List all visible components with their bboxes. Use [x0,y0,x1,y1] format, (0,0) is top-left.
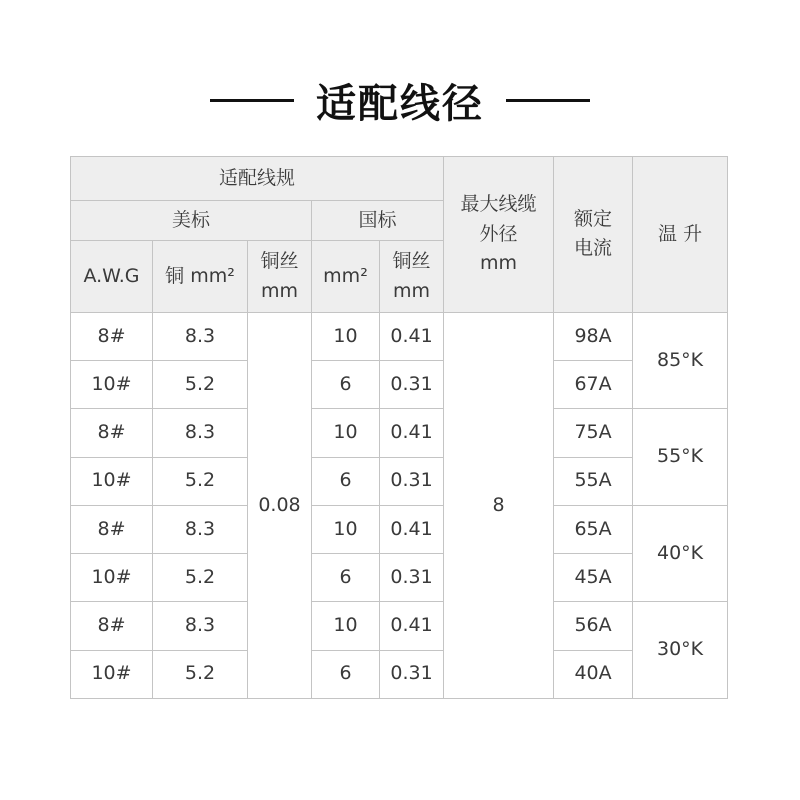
header-max-od-line-3: mm [480,252,518,275]
header-cn-standard: 国标 [312,201,444,241]
header-copper-wire-cn-line-1: 铜丝 [392,249,431,272]
cn-wire-cell: 0.31 [380,361,444,409]
rated-current-cell: 56A [554,602,633,650]
page-title: 适配线径 [316,80,484,127]
header-rated-current-line-1: 额定 [574,207,613,230]
wire-spec-table [70,156,728,699]
header-copper-wire-cn [380,241,444,312]
awg-cell: 8# [71,602,153,650]
table-row [71,554,728,602]
copper-mm2-cell: 8.3 [153,602,248,650]
header-copper-wire-us-line-1: 铜丝 [260,249,299,272]
cn-wire-cell: 0.41 [380,409,444,457]
copper-mm2-cell: 8.3 [153,312,248,360]
cn-mm2-cell: 10 [312,312,380,360]
header-max-od-line-2: 外径 [479,222,518,245]
rated-current-cell: 45A [554,554,633,602]
header-mm2: mm² [312,241,380,312]
copper-mm2-cell: 5.2 [153,554,248,602]
awg-cell: 10# [71,554,153,602]
header-max-od-line-1: 最大线缆 [460,192,537,215]
awg-cell: 8# [71,312,153,360]
awg-cell: 10# [71,457,153,505]
awg-cell: 8# [71,409,153,457]
temperature-rise-cell: 40°K [633,505,728,602]
header-rated-current [554,157,633,313]
temperature-rise-cell: 85°K [633,312,728,409]
title-row [0,72,800,128]
cn-mm2-cell: 6 [312,650,380,698]
cn-mm2-cell: 6 [312,457,380,505]
header-awg: A.W.G [71,241,153,312]
cn-mm2-cell: 10 [312,505,380,553]
table-row [71,312,728,360]
copper-mm2-cell: 5.2 [153,361,248,409]
table-row [71,602,728,650]
table-row [71,650,728,698]
table-row [71,361,728,409]
max-outer-diameter-cell: 8 [444,312,554,698]
rated-current-cell: 98A [554,312,633,360]
header-row-1 [71,157,728,201]
header-copper-wire-us-line-2: mm [260,279,299,302]
rated-current-cell: 55A [554,457,633,505]
cn-wire-cell: 0.41 [380,602,444,650]
copper-mm2-cell: 8.3 [153,505,248,553]
rated-current-cell: 40A [554,650,633,698]
temperature-rise-cell: 55°K [633,409,728,506]
header-copper-wire-cn-line-2: mm [393,279,431,302]
header-wire-gauge: 适配线规 [71,157,444,201]
title-right-rule [506,99,590,102]
header-us-standard: 美标 [71,201,312,241]
rated-current-cell: 67A [554,361,633,409]
copper-wire-diameter-cell: 0.08 [248,312,312,698]
cn-wire-cell: 0.31 [380,554,444,602]
header-max-outer-diameter [444,157,554,313]
awg-cell: 8# [71,505,153,553]
rated-current-cell: 65A [554,505,633,553]
cn-mm2-cell: 10 [312,602,380,650]
table-row [71,409,728,457]
cn-wire-cell: 0.41 [380,505,444,553]
copper-mm2-cell: 5.2 [153,650,248,698]
copper-mm2-cell: 8.3 [153,409,248,457]
header-temperature-rise: 温 升 [633,157,728,313]
rated-current-cell: 75A [554,409,633,457]
table-row [71,457,728,505]
temperature-rise-cell: 30°K [633,602,728,699]
header-copper-wire-us [248,241,312,312]
cn-mm2-cell: 6 [312,361,380,409]
cn-wire-cell: 0.41 [380,312,444,360]
cn-wire-cell: 0.31 [380,457,444,505]
cn-mm2-cell: 10 [312,409,380,457]
cn-wire-cell: 0.31 [380,650,444,698]
title-left-rule [210,99,294,102]
awg-cell: 10# [71,361,153,409]
header-copper-mm2: 铜 mm² [153,241,248,312]
copper-mm2-cell: 5.2 [153,457,248,505]
awg-cell: 10# [71,650,153,698]
header-rated-current-line-2: 电流 [574,237,613,260]
table-row [71,505,728,553]
cn-mm2-cell: 6 [312,554,380,602]
